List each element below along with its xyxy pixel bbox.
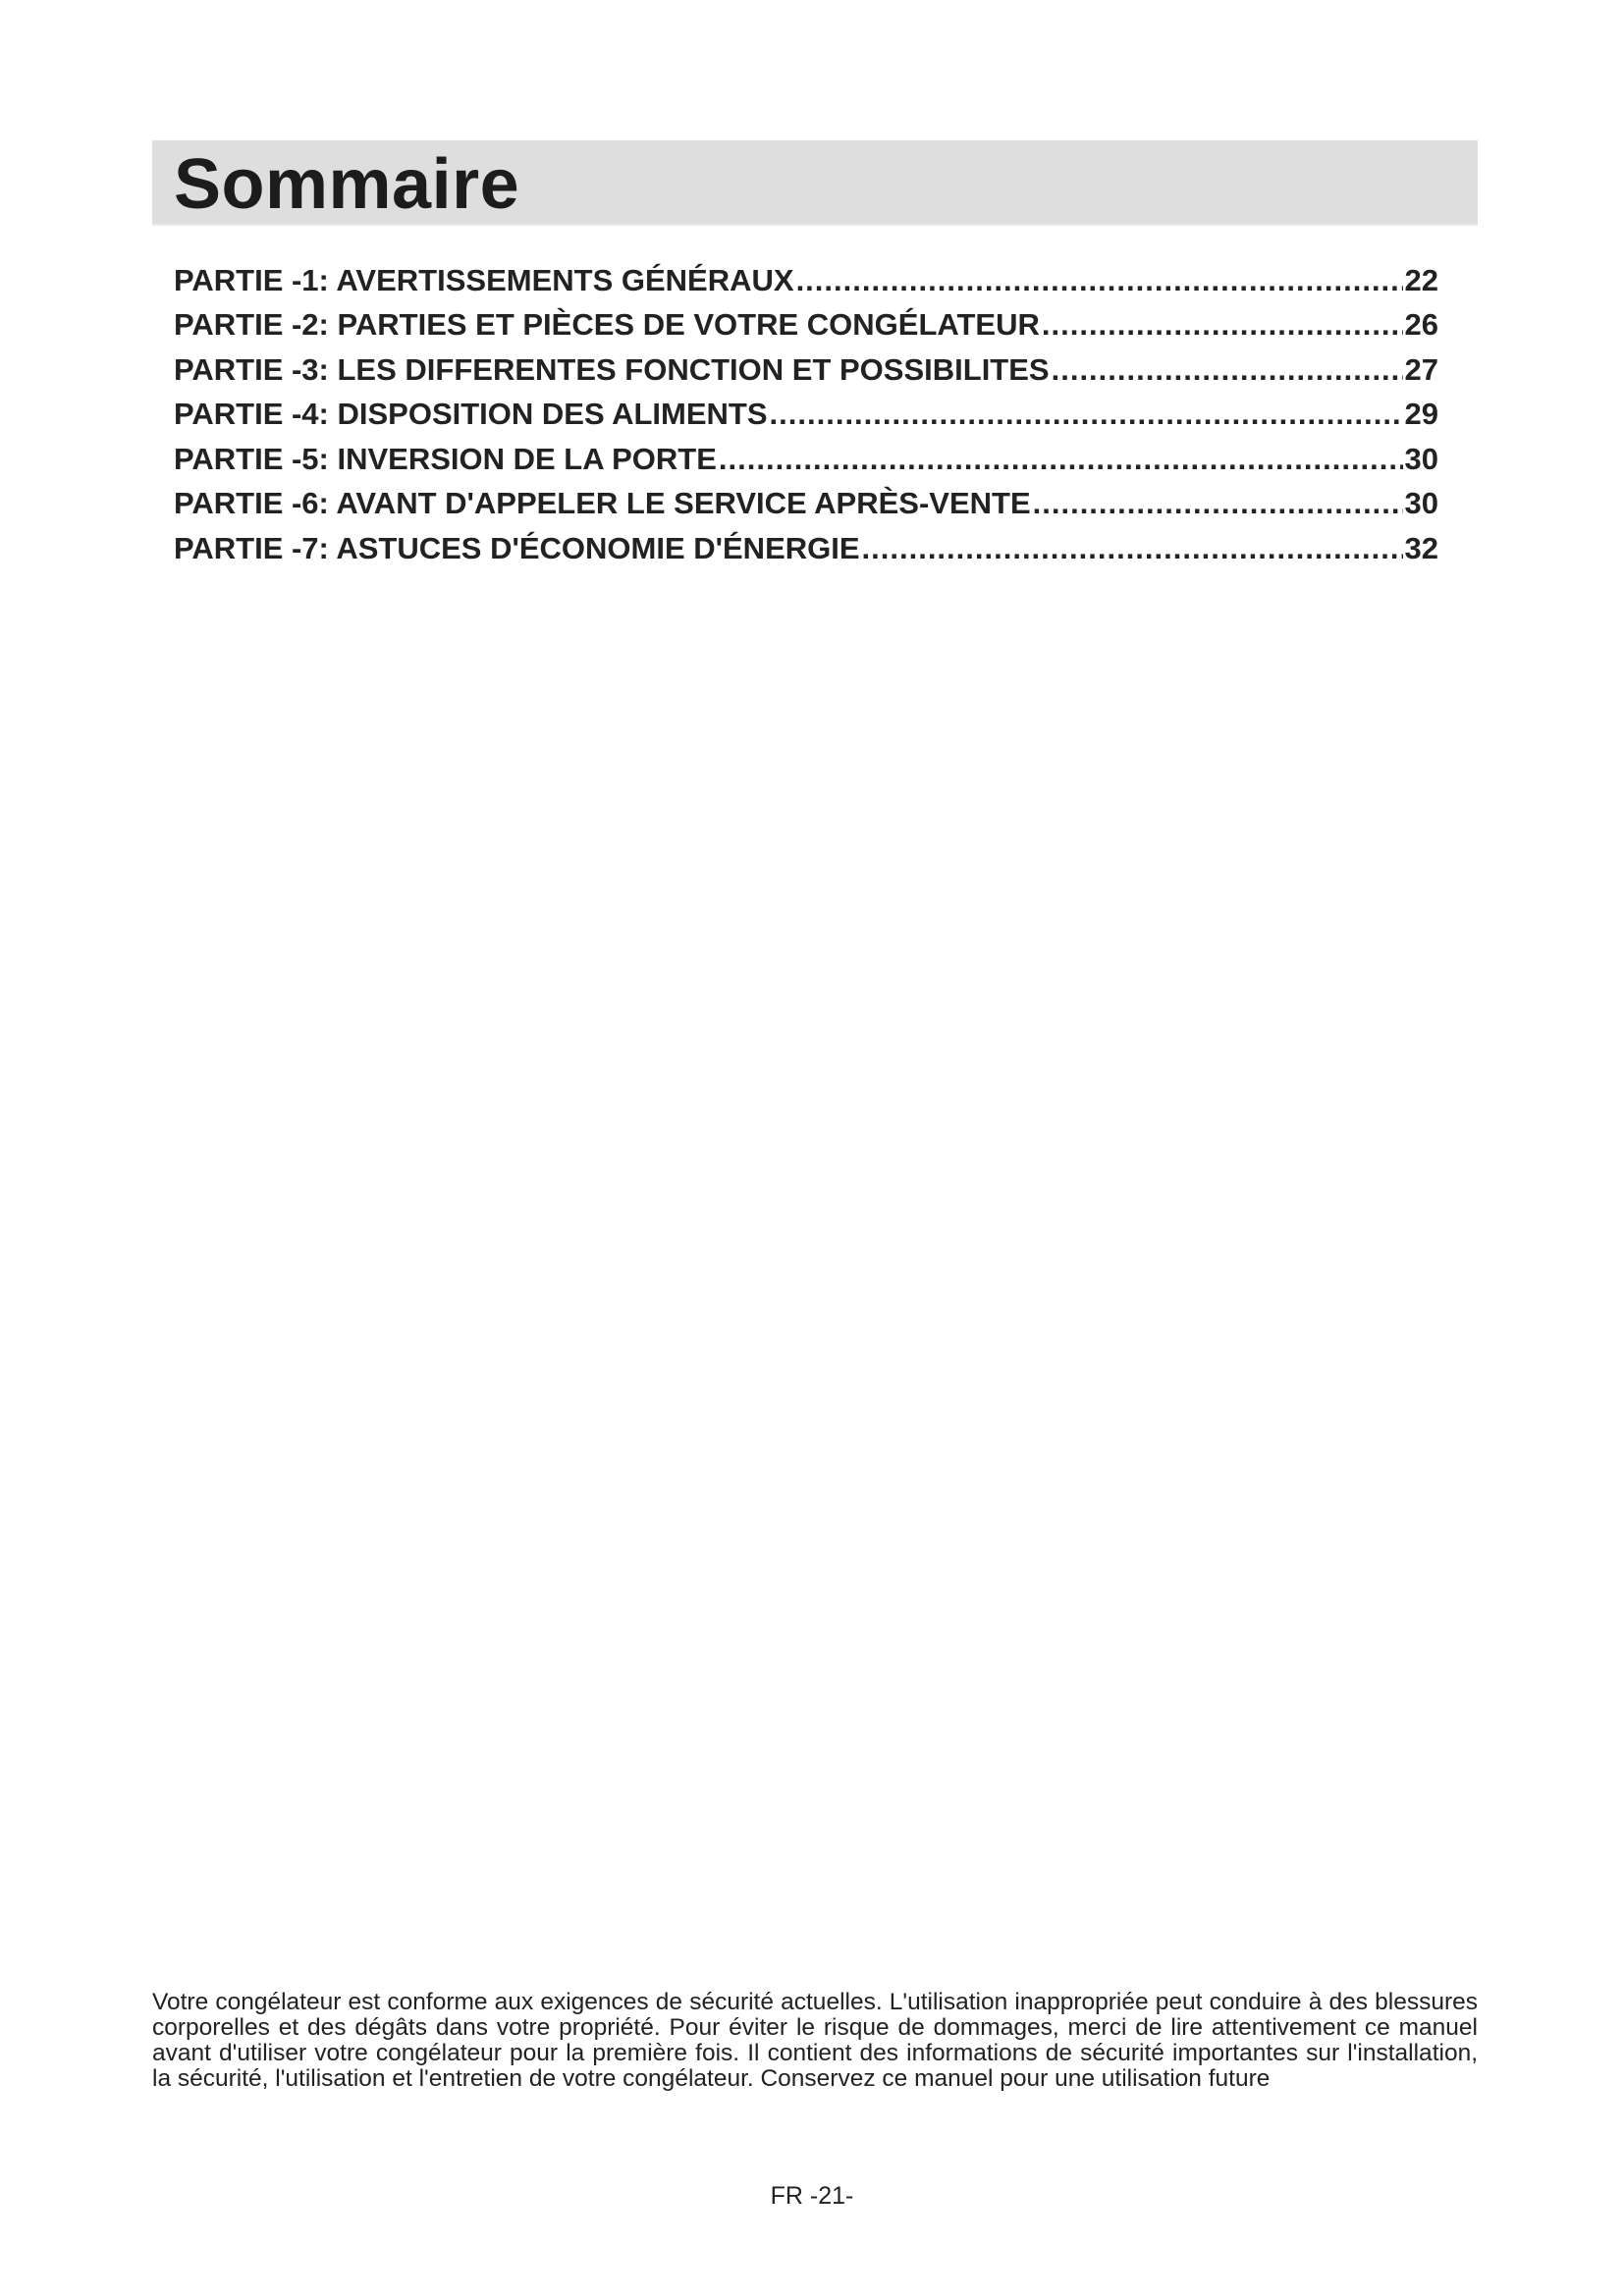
title-band bbox=[152, 140, 1478, 226]
page-title: Sommaire bbox=[174, 145, 520, 224]
toc-entry-5[interactable] bbox=[174, 432, 1438, 477]
toc-entry-3[interactable] bbox=[174, 343, 1438, 388]
toc-entry-page: 30 bbox=[1404, 441, 1438, 476]
toc-entry-page: 26 bbox=[1404, 307, 1438, 342]
toc-dot-leader bbox=[1033, 486, 1403, 521]
toc-entry-label: PARTIE -3: LES DIFFERENTES FONCTION ET POSSIBILITES bbox=[174, 351, 1050, 387]
toc-entry-page: 29 bbox=[1404, 397, 1438, 431]
toc-entry-label: PARTIE -2: PARTIES ET PIÈCES DE VOTRE CONGÉLATEUR bbox=[174, 307, 1040, 342]
toc-entry-label: PARTIE -7: ASTUCES D'ÉCONOMIE D'ÉNERGIE bbox=[174, 530, 860, 565]
toc-entry-label: PARTIE -4: DISPOSITION DES ALIMENTS bbox=[174, 397, 768, 431]
toc-entry-page: 27 bbox=[1404, 351, 1438, 387]
toc-dot-leader bbox=[796, 263, 1403, 298]
toc-dot-leader bbox=[1052, 352, 1403, 388]
toc-entry-6[interactable] bbox=[174, 477, 1438, 522]
toc-entry-page: 30 bbox=[1404, 486, 1438, 520]
toc-entry-page: 32 bbox=[1404, 530, 1438, 565]
intro-paragraph: Votre congélateur est conforme aux exigences de sécurité actuelles. L'utilisation inappropriée peut conduire à des blessures corporelles et des dégâts dans votre propriété. Pour éviter le risque de dommages, merci de lire attentivement ce manuel avant d'utiliser votre congélateur pour la première fois. Il contient des informations de sécurité importantes sur l'installation, la sécurité, l'utilisation et l'entretien de votre congélateur. Conservez ce manuel pour une utilisation future bbox=[152, 1989, 1478, 2092]
page-number: FR -21- bbox=[770, 2182, 854, 2210]
toc-entry-1[interactable] bbox=[174, 253, 1438, 298]
toc-entry-label: PARTIE -1: AVERTISSEMENTS GÉNÉRAUX bbox=[174, 262, 794, 297]
toc-dot-leader bbox=[862, 531, 1403, 566]
toc-entry-label: PARTIE -6: AVANT D'APPELER LE SERVICE APRÈS-VENTE bbox=[174, 486, 1031, 520]
table-of-contents bbox=[174, 253, 1438, 566]
toc-dot-leader bbox=[770, 397, 1403, 432]
toc-entry-label: PARTIE -5: INVERSION DE LA PORTE bbox=[174, 441, 717, 476]
toc-dot-leader bbox=[719, 442, 1403, 477]
toc-entry-2[interactable] bbox=[174, 298, 1438, 344]
toc-entry-4[interactable] bbox=[174, 388, 1438, 433]
toc-entry-page: 22 bbox=[1404, 262, 1438, 297]
toc-entry-7[interactable] bbox=[174, 521, 1438, 566]
toc-dot-leader bbox=[1042, 307, 1403, 343]
